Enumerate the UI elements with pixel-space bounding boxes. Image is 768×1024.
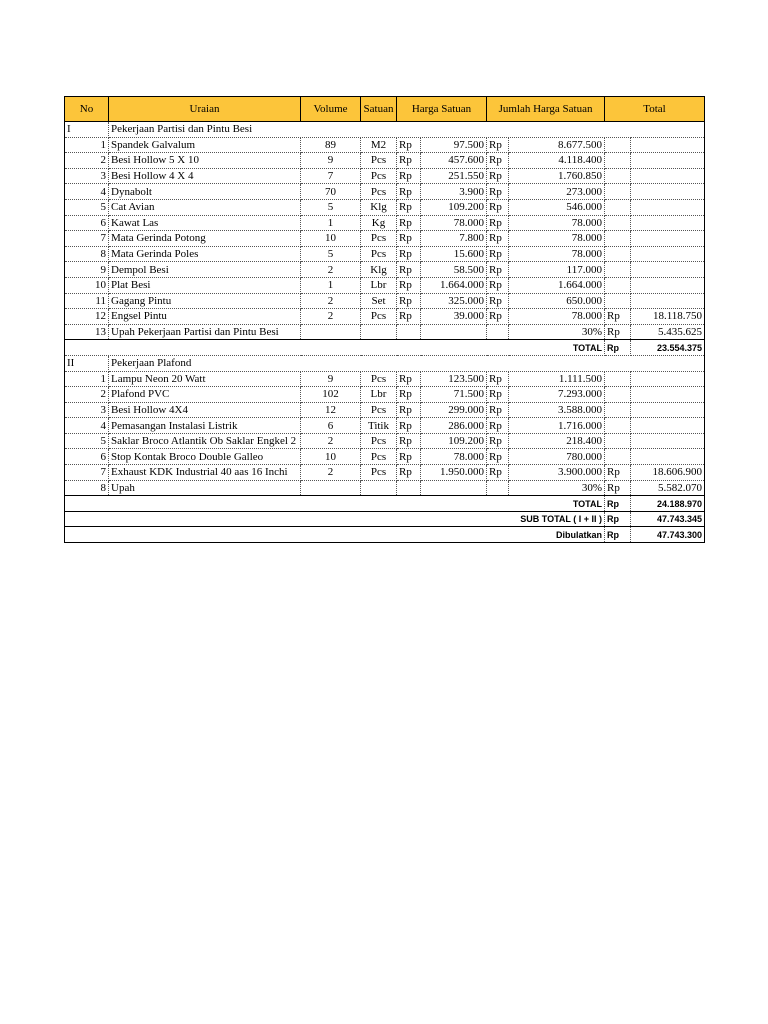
item-price-currency: [397, 480, 421, 496]
item-amount-currency: Rp: [487, 402, 509, 418]
item-unit: Titik: [361, 418, 397, 434]
table-row: [65, 449, 705, 465]
item-amount: 218.400: [509, 433, 605, 449]
table-row: [65, 137, 705, 153]
item-description: Lampu Neon 20 Watt: [109, 371, 301, 387]
section-number: II: [65, 355, 109, 371]
header-volume: Volume: [301, 97, 361, 122]
item-number: 8: [65, 480, 109, 496]
table-row: [65, 231, 705, 247]
item-price-currency: Rp: [397, 168, 421, 184]
item-total-currency: [605, 433, 631, 449]
item-volume: 70: [301, 184, 361, 200]
item-total: [631, 449, 705, 465]
item-total-currency: Rp: [605, 480, 631, 496]
item-unit: Pcs: [361, 231, 397, 247]
table-row: [65, 246, 705, 262]
item-unit: Pcs: [361, 153, 397, 169]
item-unit: [361, 480, 397, 496]
item-total: 5.582.070: [631, 480, 705, 496]
item-unit: Pcs: [361, 246, 397, 262]
table-row: [65, 184, 705, 200]
item-price-currency: Rp: [397, 277, 421, 293]
item-price-currency: Rp: [397, 293, 421, 309]
item-description: Exhaust KDK Industrial 40 aas 16 Inchi: [109, 465, 301, 481]
item-price-currency: Rp: [397, 309, 421, 325]
item-unit: Pcs: [361, 465, 397, 481]
section-total-row: [65, 496, 705, 512]
item-total: [631, 153, 705, 169]
item-amount-currency: Rp: [487, 433, 509, 449]
item-price-currency: Rp: [397, 246, 421, 262]
item-total: [631, 184, 705, 200]
item-number: 9: [65, 262, 109, 278]
item-unit: M2: [361, 137, 397, 153]
item-total-currency: [605, 184, 631, 200]
item-number: 2: [65, 153, 109, 169]
item-total-currency: [605, 449, 631, 465]
item-number: 5: [65, 199, 109, 215]
item-total: [631, 371, 705, 387]
table-row: [65, 215, 705, 231]
item-number: 1: [65, 371, 109, 387]
item-volume: 6: [301, 418, 361, 434]
item-volume: 2: [301, 262, 361, 278]
item-amount: 650.000: [509, 293, 605, 309]
item-volume: 2: [301, 433, 361, 449]
item-volume: 5: [301, 246, 361, 262]
header-jumlah-harga-satuan: Jumlah Harga Satuan: [487, 97, 605, 122]
item-total-currency: Rp: [605, 309, 631, 325]
item-total: [631, 215, 705, 231]
table-body: [65, 122, 705, 543]
item-amount: 8.677.500: [509, 137, 605, 153]
item-total: [631, 418, 705, 434]
header-satuan: Satuan: [361, 97, 397, 122]
item-amount-currency: Rp: [487, 418, 509, 434]
item-amount: 117.000: [509, 262, 605, 278]
section-header-row: [65, 122, 705, 138]
item-unit: Pcs: [361, 168, 397, 184]
item-amount: 546.000: [509, 199, 605, 215]
item-total-currency: [605, 293, 631, 309]
table-row: [65, 371, 705, 387]
item-description: Dempol Besi: [109, 262, 301, 278]
item-description: Stop Kontak Broco Double Galleo: [109, 449, 301, 465]
item-price-currency: Rp: [397, 199, 421, 215]
item-amount: 3.588.000: [509, 402, 605, 418]
item-amount-currency: Rp: [487, 137, 509, 153]
table-row: [65, 402, 705, 418]
subtotal-label: SUB TOTAL ( I + II ): [65, 511, 605, 527]
item-number: 3: [65, 402, 109, 418]
section-header-row: [65, 355, 705, 371]
item-description: Upah: [109, 480, 301, 496]
item-description: Engsel Pintu: [109, 309, 301, 325]
item-amount-currency: Rp: [487, 246, 509, 262]
table-row: [65, 293, 705, 309]
item-description: Dynabolt: [109, 184, 301, 200]
item-volume: [301, 324, 361, 340]
header-row: [65, 97, 705, 122]
item-total: [631, 433, 705, 449]
table-row: [65, 433, 705, 449]
item-unit-price: 1.664.000: [421, 277, 487, 293]
item-price-currency: Rp: [397, 387, 421, 403]
item-total: [631, 293, 705, 309]
section-total-value: 24.188.970: [631, 496, 705, 512]
item-total-currency: Rp: [605, 465, 631, 481]
item-amount: 1.664.000: [509, 277, 605, 293]
item-total: [631, 199, 705, 215]
item-description: Pemasangan Instalasi Listrik: [109, 418, 301, 434]
item-amount: 1.760.850: [509, 168, 605, 184]
item-price-currency: Rp: [397, 137, 421, 153]
item-volume: 89: [301, 137, 361, 153]
item-total: [631, 402, 705, 418]
item-amount-currency: Rp: [487, 231, 509, 247]
table-row: [65, 465, 705, 481]
item-description: Mata Gerinda Poles: [109, 246, 301, 262]
item-number: 4: [65, 184, 109, 200]
item-number: 12: [65, 309, 109, 325]
item-unit: Pcs: [361, 433, 397, 449]
item-unit: Pcs: [361, 309, 397, 325]
item-amount-currency: Rp: [487, 309, 509, 325]
item-description: Upah Pekerjaan Partisi dan Pintu Besi: [109, 324, 301, 340]
item-unit-price: 15.600: [421, 246, 487, 262]
section-title: Pekerjaan Partisi dan Pintu Besi: [109, 122, 705, 138]
item-description: Besi Hollow 4 X 4: [109, 168, 301, 184]
item-total: [631, 231, 705, 247]
item-total: [631, 387, 705, 403]
item-unit: Pcs: [361, 449, 397, 465]
item-volume: 102: [301, 387, 361, 403]
section-total-value: 23.554.375: [631, 340, 705, 356]
item-price-currency: Rp: [397, 231, 421, 247]
item-unit-price: 58.500: [421, 262, 487, 278]
item-volume: [301, 480, 361, 496]
item-price-currency: Rp: [397, 418, 421, 434]
item-unit-price: 78.000: [421, 449, 487, 465]
item-volume: 2: [301, 309, 361, 325]
subtotal-row: [65, 511, 705, 527]
item-number: 8: [65, 246, 109, 262]
item-total-currency: [605, 246, 631, 262]
item-amount: 30%: [509, 324, 605, 340]
item-unit-price: 78.000: [421, 215, 487, 231]
header-total: Total: [605, 97, 705, 122]
section-total-currency: Rp: [605, 340, 631, 356]
item-volume: 2: [301, 465, 361, 481]
item-unit-price: 3.900: [421, 184, 487, 200]
item-number: 13: [65, 324, 109, 340]
item-amount-currency: Rp: [487, 293, 509, 309]
item-total: 18.606.900: [631, 465, 705, 481]
item-total-currency: [605, 231, 631, 247]
item-amount: 1.111.500: [509, 371, 605, 387]
item-total-currency: [605, 168, 631, 184]
item-amount-currency: Rp: [487, 184, 509, 200]
rounded-total-value: 47.743.300: [631, 527, 705, 543]
item-volume: 5: [301, 199, 361, 215]
item-total-currency: [605, 418, 631, 434]
item-unit-price: 457.600: [421, 153, 487, 169]
item-number: 2: [65, 387, 109, 403]
item-price-currency: Rp: [397, 184, 421, 200]
item-amount-currency: Rp: [487, 168, 509, 184]
item-amount: 7.293.000: [509, 387, 605, 403]
item-amount: 3.900.000: [509, 465, 605, 481]
item-description: Besi Hollow 5 X 10: [109, 153, 301, 169]
item-unit-price: 123.500: [421, 371, 487, 387]
item-unit-price: 251.550: [421, 168, 487, 184]
item-unit: Kg: [361, 215, 397, 231]
item-amount-currency: [487, 480, 509, 496]
rounded-total-label: Dibulatkan: [65, 527, 605, 543]
item-unit-price: 109.200: [421, 433, 487, 449]
item-amount: 780.000: [509, 449, 605, 465]
header-harga-satuan: Harga Satuan: [397, 97, 487, 122]
item-total-currency: [605, 371, 631, 387]
table-row: [65, 418, 705, 434]
item-total: 18.118.750: [631, 309, 705, 325]
item-number: 6: [65, 449, 109, 465]
item-description: Plat Besi: [109, 277, 301, 293]
item-unit-price: 71.500: [421, 387, 487, 403]
item-amount-currency: [487, 324, 509, 340]
item-amount-currency: Rp: [487, 277, 509, 293]
item-volume: 2: [301, 293, 361, 309]
item-total-currency: [605, 199, 631, 215]
item-amount-currency: Rp: [487, 371, 509, 387]
item-volume: 12: [301, 402, 361, 418]
item-unit: Pcs: [361, 184, 397, 200]
item-volume: 1: [301, 277, 361, 293]
item-amount-currency: Rp: [487, 199, 509, 215]
item-number: 7: [65, 231, 109, 247]
item-unit: Klg: [361, 262, 397, 278]
section-total-label: TOTAL: [65, 340, 605, 356]
item-amount: 78.000: [509, 231, 605, 247]
table-row: [65, 153, 705, 169]
table-row: [65, 168, 705, 184]
item-price-currency: Rp: [397, 215, 421, 231]
item-total-currency: [605, 387, 631, 403]
table-row: [65, 199, 705, 215]
item-price-currency: Rp: [397, 262, 421, 278]
item-number: 6: [65, 215, 109, 231]
item-description: Gagang Pintu: [109, 293, 301, 309]
item-unit: Pcs: [361, 371, 397, 387]
item-unit-price: 325.000: [421, 293, 487, 309]
item-volume: 1: [301, 215, 361, 231]
item-total-currency: [605, 402, 631, 418]
item-number: 1: [65, 137, 109, 153]
item-unit-price: 286.000: [421, 418, 487, 434]
table-row: [65, 324, 705, 340]
item-description: Besi Hollow 4X4: [109, 402, 301, 418]
table-row: [65, 262, 705, 278]
item-amount-currency: Rp: [487, 262, 509, 278]
item-price-currency: Rp: [397, 371, 421, 387]
section-total-label: TOTAL: [65, 496, 605, 512]
item-amount: 1.716.000: [509, 418, 605, 434]
item-total: 5.435.625: [631, 324, 705, 340]
item-number: 11: [65, 293, 109, 309]
item-total: [631, 246, 705, 262]
section-total-currency: Rp: [605, 496, 631, 512]
item-total: [631, 277, 705, 293]
item-unit: [361, 324, 397, 340]
item-description: Saklar Broco Atlantik Ob Saklar Engkel 2: [109, 433, 301, 449]
item-unit: Pcs: [361, 402, 397, 418]
item-number: 10: [65, 277, 109, 293]
item-amount-currency: Rp: [487, 387, 509, 403]
item-description: Kawat Las: [109, 215, 301, 231]
item-number: 5: [65, 433, 109, 449]
item-description: Plafond PVC: [109, 387, 301, 403]
item-unit: Klg: [361, 199, 397, 215]
item-unit-price: [421, 324, 487, 340]
section-number: I: [65, 122, 109, 138]
item-amount: 273.000: [509, 184, 605, 200]
item-unit-price: 97.500: [421, 137, 487, 153]
item-unit-price: 109.200: [421, 199, 487, 215]
item-unit-price: 1.950.000: [421, 465, 487, 481]
item-volume: 9: [301, 153, 361, 169]
item-description: Cat Avian: [109, 199, 301, 215]
item-number: 3: [65, 168, 109, 184]
table-row: [65, 480, 705, 496]
item-unit-price: 7.800: [421, 231, 487, 247]
item-total-currency: Rp: [605, 324, 631, 340]
item-total-currency: [605, 277, 631, 293]
item-price-currency: Rp: [397, 465, 421, 481]
item-total-currency: [605, 153, 631, 169]
item-price-currency: Rp: [397, 153, 421, 169]
item-description: Spandek Galvalum: [109, 137, 301, 153]
item-volume: 9: [301, 371, 361, 387]
item-amount-currency: Rp: [487, 465, 509, 481]
table-row: [65, 277, 705, 293]
table-row: [65, 309, 705, 325]
subtotal-value: 47.743.345: [631, 511, 705, 527]
item-unit: Lbr: [361, 387, 397, 403]
item-number: 4: [65, 418, 109, 434]
item-amount: 78.000: [509, 246, 605, 262]
item-total: [631, 137, 705, 153]
item-volume: 10: [301, 231, 361, 247]
header-uraian: Uraian: [109, 97, 301, 122]
item-amount: 78.000: [509, 215, 605, 231]
item-volume: 10: [301, 449, 361, 465]
item-price-currency: Rp: [397, 449, 421, 465]
subtotal-currency: Rp: [605, 511, 631, 527]
item-amount-currency: Rp: [487, 215, 509, 231]
header-no: No: [65, 97, 109, 122]
item-unit-price: 39.000: [421, 309, 487, 325]
item-total-currency: [605, 137, 631, 153]
item-total-currency: [605, 262, 631, 278]
item-number: 7: [65, 465, 109, 481]
item-total-currency: [605, 215, 631, 231]
item-total: [631, 168, 705, 184]
item-unit: Lbr: [361, 277, 397, 293]
item-price-currency: Rp: [397, 433, 421, 449]
item-amount-currency: Rp: [487, 153, 509, 169]
item-description: Mata Gerinda Potong: [109, 231, 301, 247]
section-total-row: [65, 340, 705, 356]
item-volume: 7: [301, 168, 361, 184]
item-unit-price: [421, 480, 487, 496]
item-total: [631, 262, 705, 278]
item-unit-price: 299.000: [421, 402, 487, 418]
rounded-total-row: [65, 527, 705, 543]
item-amount: 78.000: [509, 309, 605, 325]
item-amount: 4.118.400: [509, 153, 605, 169]
item-amount-currency: Rp: [487, 449, 509, 465]
cost-estimate-table: [64, 96, 705, 543]
item-price-currency: Rp: [397, 402, 421, 418]
item-amount: 30%: [509, 480, 605, 496]
section-title: Pekerjaan Plafond: [109, 355, 705, 371]
table-row: [65, 387, 705, 403]
item-unit: Set: [361, 293, 397, 309]
item-price-currency: [397, 324, 421, 340]
rounded-total-currency: Rp: [605, 527, 631, 543]
